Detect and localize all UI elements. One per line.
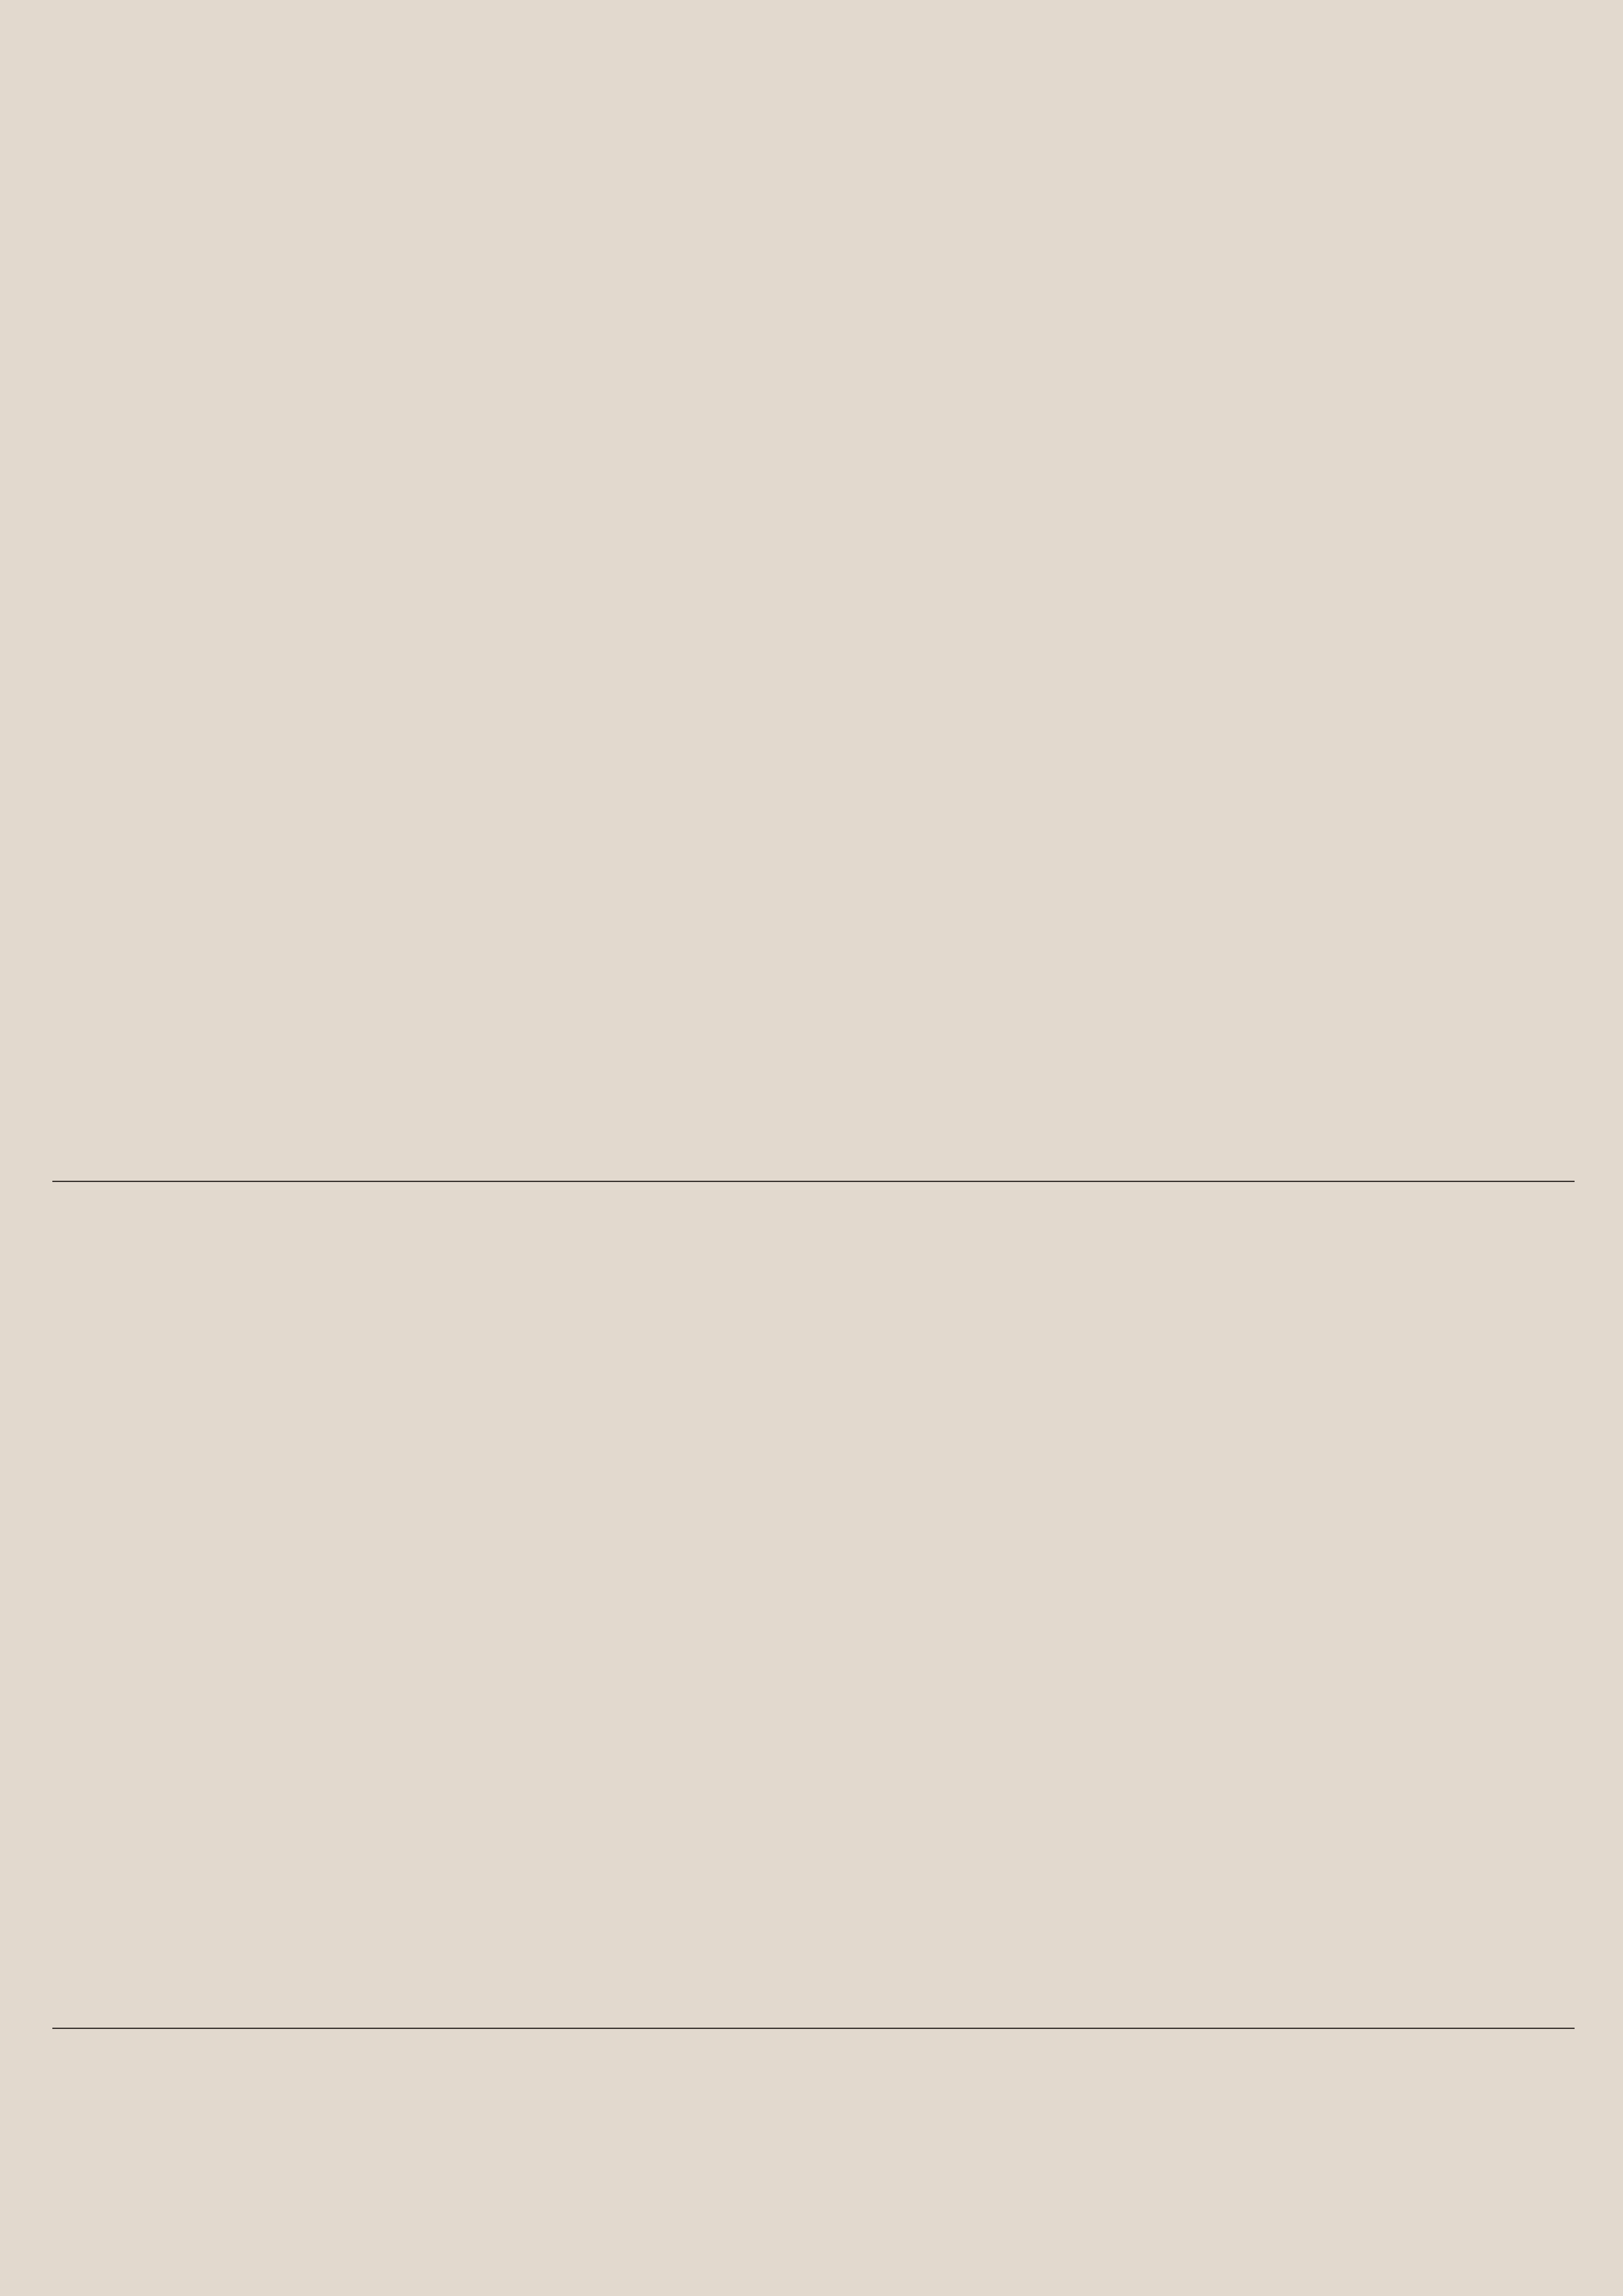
item-asperges-brocoli — [814, 431, 1410, 455]
footer-divider — [52, 2028, 1575, 2029]
item-aigre-doux — [52, 122, 658, 172]
item-curry-oriental — [814, 135, 1410, 185]
item-nouilles-singapour — [52, 1568, 658, 1593]
item-riz-cantonais — [52, 1765, 658, 1789]
legend — [52, 2077, 838, 2099]
item-gumbo — [52, 269, 658, 293]
section-divider — [52, 1181, 1575, 1182]
item-satay — [52, 662, 658, 711]
item-chow-mein — [52, 1297, 658, 1321]
